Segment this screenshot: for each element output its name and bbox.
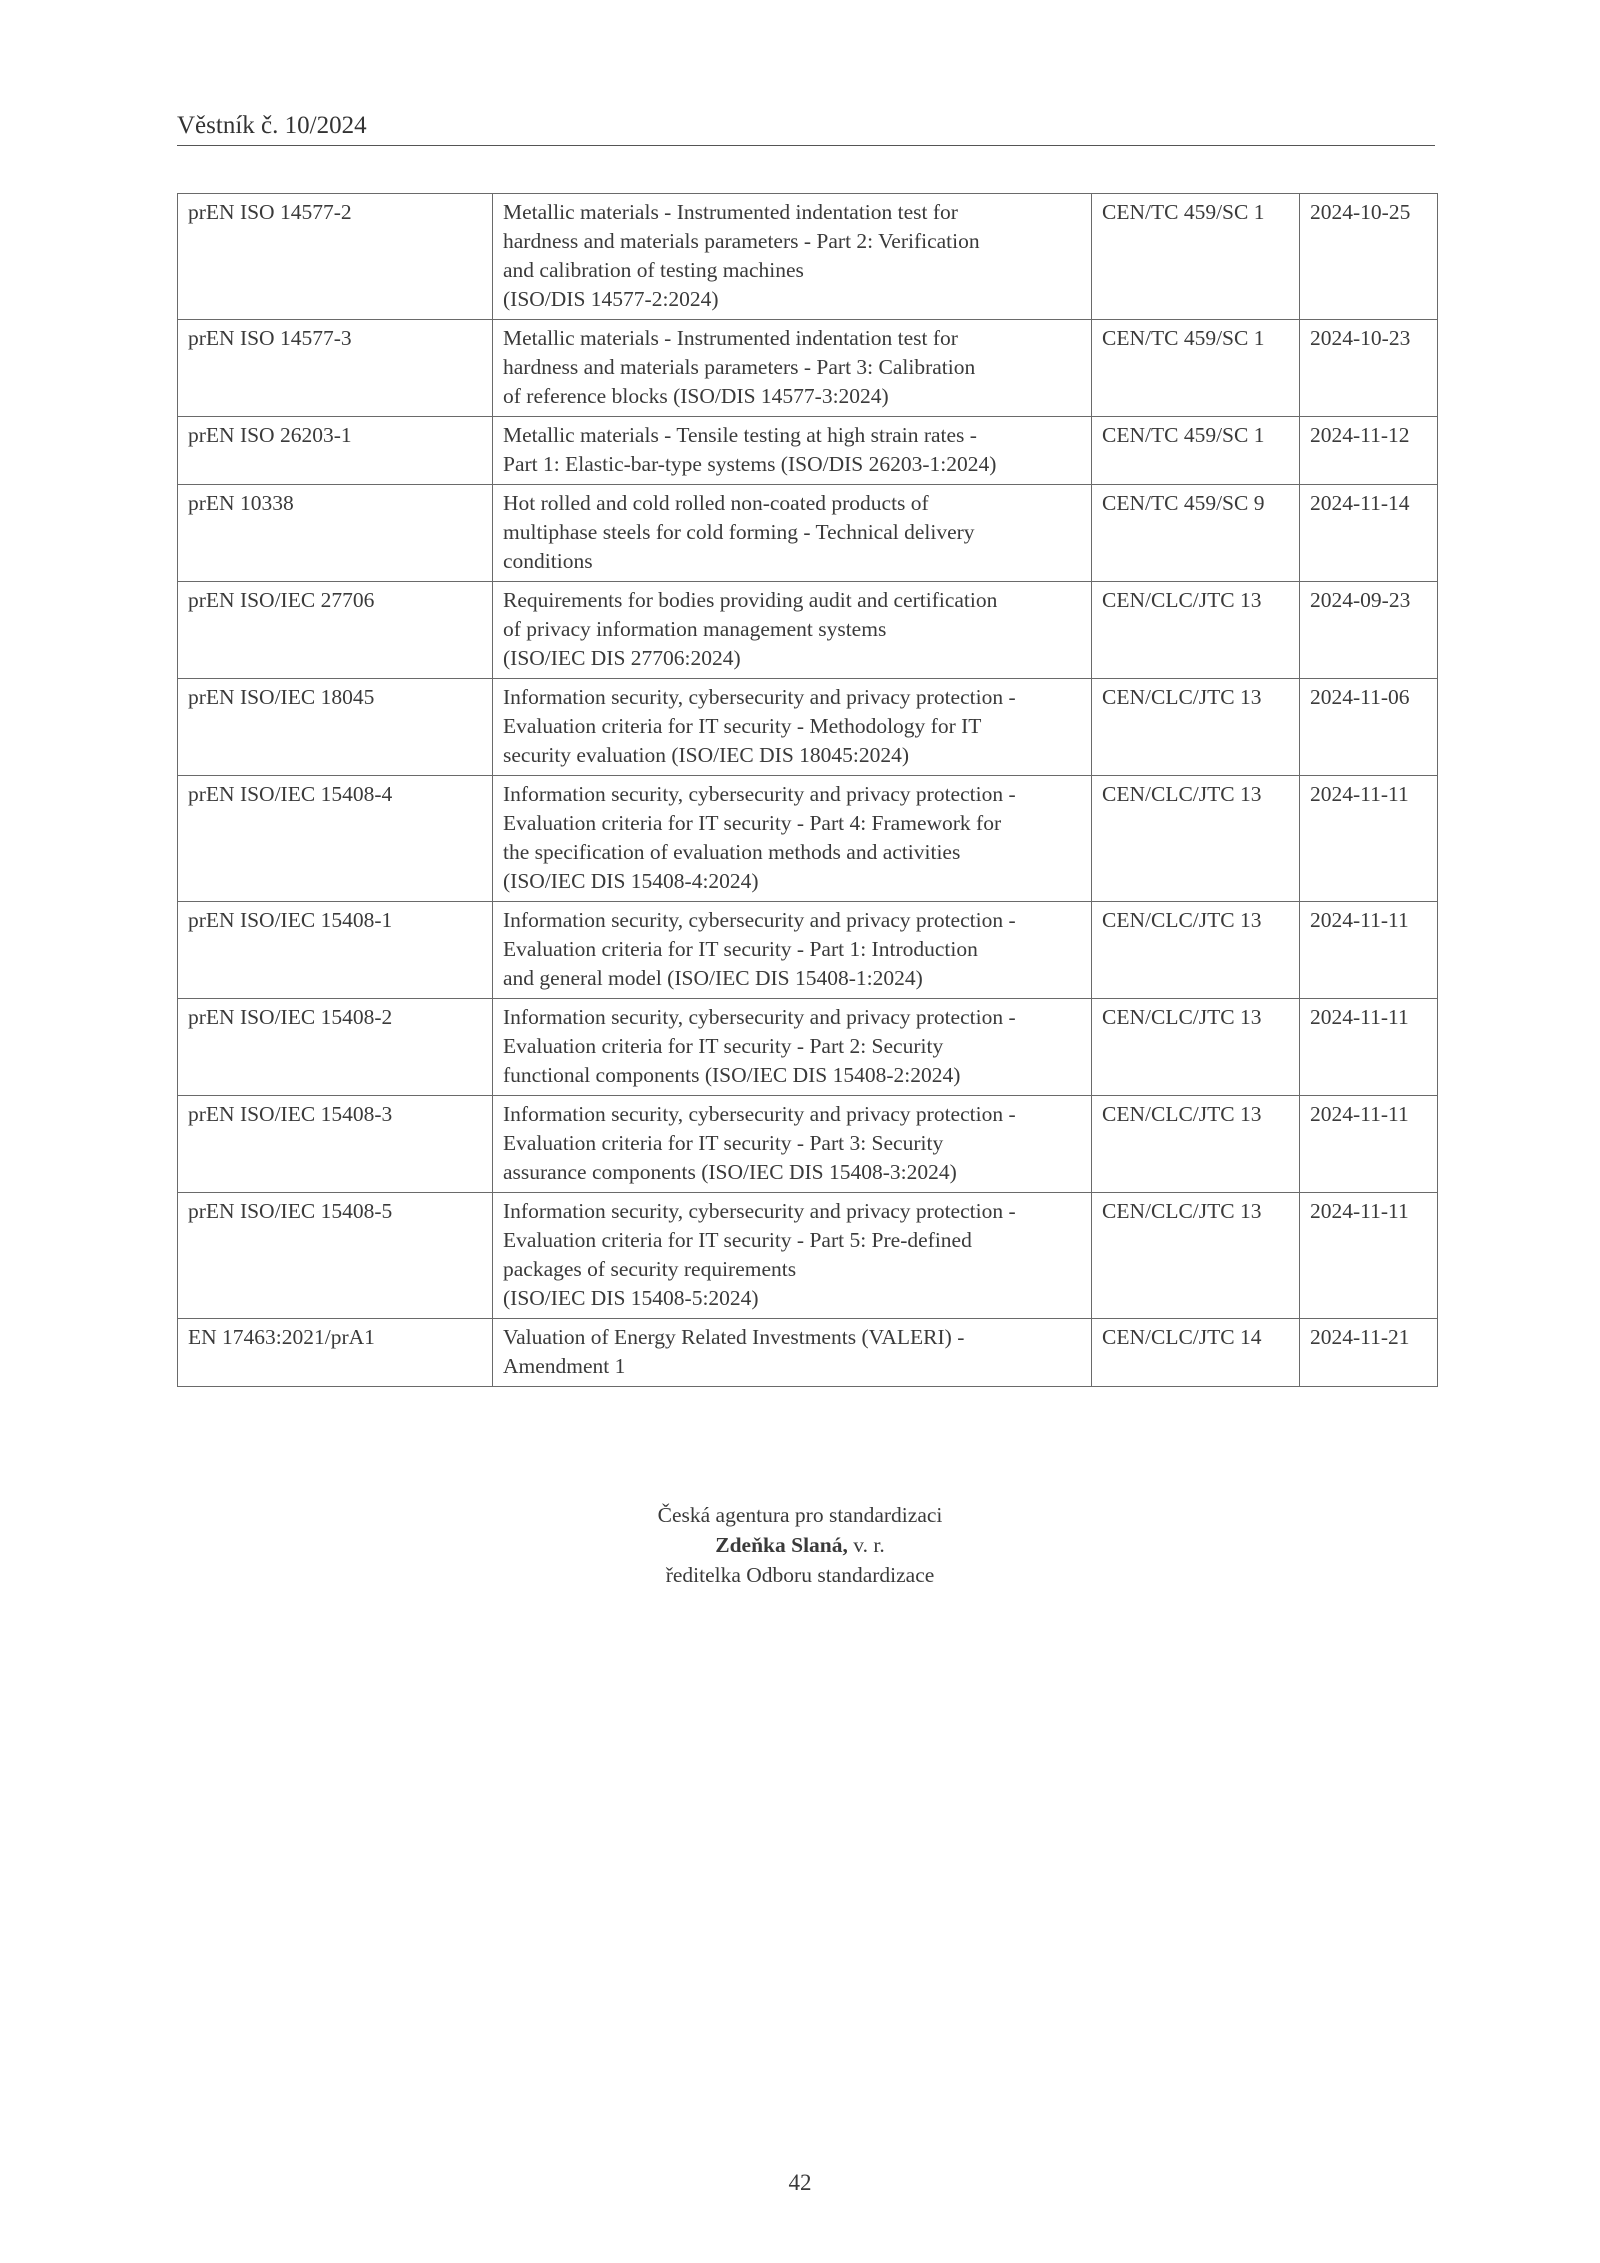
- title-line: Evaluation criteria for IT security - Methodology for IT: [503, 714, 982, 738]
- committee-cell: CEN/TC 459/SC 9: [1092, 485, 1300, 582]
- standards-table: [177, 193, 1438, 1387]
- standard-title-cell: [493, 679, 1092, 776]
- signatory-position: ředitelka Odboru standardizace: [665, 1563, 935, 1587]
- title-line: and general model (ISO/IEC DIS 15408-1:2024): [503, 966, 923, 990]
- standard-title-cell: [493, 582, 1092, 679]
- title-line: Evaluation criteria for IT security - Part 4: Framework for: [503, 811, 1002, 835]
- title-line: (ISO/IEC DIS 15408-4:2024): [503, 869, 759, 893]
- signatory-line: [0, 1530, 1600, 1560]
- title-line: assurance components (ISO/IEC DIS 15408-3:2024): [503, 1160, 957, 1184]
- title-line: Evaluation criteria for IT security - Part 2: Security: [503, 1034, 944, 1058]
- standard-code-cell: prEN ISO/IEC 15408-3: [178, 1096, 493, 1193]
- signature-block: [0, 1500, 1600, 1590]
- standard-title-cell: [493, 1319, 1092, 1387]
- title-line: Amendment 1: [503, 1354, 626, 1378]
- title-line: Metallic materials - Tensile testing at high strain rates -: [503, 423, 977, 447]
- standard-code-cell: prEN ISO 14577-3: [178, 320, 493, 417]
- date-cell: 2024-10-25: [1300, 194, 1438, 320]
- table-row: [178, 485, 1438, 582]
- date-cell: 2024-11-11: [1300, 776, 1438, 902]
- date-cell: 2024-11-11: [1300, 902, 1438, 999]
- standard-title-cell: [493, 999, 1092, 1096]
- title-line: Evaluation criteria for IT security - Part 1: Introduction: [503, 937, 978, 961]
- standard-title-cell: [493, 776, 1092, 902]
- title-line: of reference blocks (ISO/DIS 14577-3:2024): [503, 384, 889, 408]
- date-cell: 2024-09-23: [1300, 582, 1438, 679]
- signatory-suffix: v. r.: [847, 1533, 885, 1557]
- standard-code-cell: prEN ISO/IEC 27706: [178, 582, 493, 679]
- standard-code-cell: prEN ISO 14577-2: [178, 194, 493, 320]
- standard-code-cell: EN 17463:2021/prA1: [178, 1319, 493, 1387]
- standard-title-cell: [493, 902, 1092, 999]
- table-row: [178, 999, 1438, 1096]
- signatory-name: Zdeňka Slaná,: [715, 1533, 848, 1557]
- title-line: Part 1: Elastic-bar-type systems (ISO/DIS 26203-1:2024): [503, 452, 997, 476]
- table-row: [178, 679, 1438, 776]
- committee-cell: CEN/TC 459/SC 1: [1092, 320, 1300, 417]
- title-line: Requirements for bodies providing audit and certification: [503, 588, 998, 612]
- publication-title: Věstník č. 10/2024: [177, 112, 367, 139]
- title-line: Information security, cybersecurity and privacy protection -: [503, 1102, 1016, 1126]
- agency-name: Česká agentura pro standardizaci: [657, 1503, 943, 1527]
- table-row: [178, 1319, 1438, 1387]
- standard-code-cell: prEN ISO/IEC 18045: [178, 679, 493, 776]
- standard-title-cell: [493, 1096, 1092, 1193]
- date-cell: 2024-10-23: [1300, 320, 1438, 417]
- title-line: of privacy information management systems: [503, 617, 887, 641]
- standard-code-cell: prEN ISO/IEC 15408-1: [178, 902, 493, 999]
- title-line: conditions: [503, 549, 593, 573]
- committee-cell: CEN/CLC/JTC 13: [1092, 679, 1300, 776]
- title-line: hardness and materials parameters - Part 2: Verification: [503, 229, 980, 253]
- title-line: Information security, cybersecurity and privacy protection -: [503, 782, 1016, 806]
- title-line: Evaluation criteria for IT security - Part 5: Pre-defined: [503, 1228, 972, 1252]
- title-line: (ISO/IEC DIS 15408-5:2024): [503, 1286, 759, 1310]
- title-line: (ISO/IEC DIS 27706:2024): [503, 646, 741, 670]
- title-line: hardness and materials parameters - Part 3: Calibration: [503, 355, 976, 379]
- date-cell: 2024-11-11: [1300, 1096, 1438, 1193]
- page-number: 42: [788, 2170, 812, 2195]
- date-cell: 2024-11-11: [1300, 999, 1438, 1096]
- title-line: (ISO/DIS 14577-2:2024): [503, 287, 719, 311]
- committee-cell: CEN/CLC/JTC 13: [1092, 999, 1300, 1096]
- title-line: Metallic materials - Instrumented indentation test for: [503, 200, 958, 224]
- committee-cell: CEN/CLC/JTC 13: [1092, 902, 1300, 999]
- title-line: Information security, cybersecurity and privacy protection -: [503, 908, 1016, 932]
- table-row: [178, 194, 1438, 320]
- title-line: Information security, cybersecurity and privacy protection -: [503, 685, 1016, 709]
- standard-title-cell: [493, 194, 1092, 320]
- standard-title-cell: [493, 485, 1092, 582]
- title-line: Information security, cybersecurity and privacy protection -: [503, 1005, 1016, 1029]
- table-row: [178, 417, 1438, 485]
- standard-code-cell: prEN ISO/IEC 15408-2: [178, 999, 493, 1096]
- table-row: [178, 1096, 1438, 1193]
- title-line: and calibration of testing machines: [503, 258, 804, 282]
- table-row: [178, 320, 1438, 417]
- title-line: multiphase steels for cold forming - Technical delivery: [503, 520, 975, 544]
- standard-code-cell: prEN ISO/IEC 15408-5: [178, 1193, 493, 1319]
- committee-cell: CEN/CLC/JTC 13: [1092, 776, 1300, 902]
- committee-cell: CEN/CLC/JTC 13: [1092, 582, 1300, 679]
- table-row: [178, 902, 1438, 999]
- committee-cell: CEN/CLC/JTC 13: [1092, 1193, 1300, 1319]
- committee-cell: CEN/CLC/JTC 14: [1092, 1319, 1300, 1387]
- table-row: [178, 776, 1438, 902]
- standard-code-cell: prEN 10338: [178, 485, 493, 582]
- table-row: [178, 1193, 1438, 1319]
- title-line: Valuation of Energy Related Investments (VALERI) -: [503, 1325, 965, 1349]
- date-cell: 2024-11-12: [1300, 417, 1438, 485]
- committee-cell: CEN/TC 459/SC 1: [1092, 417, 1300, 485]
- standard-title-cell: [493, 417, 1092, 485]
- title-line: the specification of evaluation methods and activities: [503, 840, 961, 864]
- title-line: Metallic materials - Instrumented indentation test for: [503, 326, 958, 350]
- standard-code-cell: prEN ISO 26203-1: [178, 417, 493, 485]
- title-line: Information security, cybersecurity and privacy protection -: [503, 1199, 1016, 1223]
- date-cell: 2024-11-21: [1300, 1319, 1438, 1387]
- standards-table-body: [178, 194, 1438, 1387]
- title-line: Evaluation criteria for IT security - Part 3: Security: [503, 1131, 944, 1155]
- table-row: [178, 582, 1438, 679]
- header-rule: [177, 145, 1435, 146]
- title-line: packages of security requirements: [503, 1257, 797, 1281]
- standard-code-cell: prEN ISO/IEC 15408-4: [178, 776, 493, 902]
- title-line: functional components (ISO/IEC DIS 15408-2:2024): [503, 1063, 961, 1087]
- standard-title-cell: [493, 1193, 1092, 1319]
- committee-cell: CEN/TC 459/SC 1: [1092, 194, 1300, 320]
- date-cell: 2024-11-06: [1300, 679, 1438, 776]
- title-line: security evaluation (ISO/IEC DIS 18045:2024): [503, 743, 910, 767]
- date-cell: 2024-11-11: [1300, 1193, 1438, 1319]
- standard-title-cell: [493, 320, 1092, 417]
- committee-cell: CEN/CLC/JTC 13: [1092, 1096, 1300, 1193]
- date-cell: 2024-11-14: [1300, 485, 1438, 582]
- title-line: Hot rolled and cold rolled non-coated products of: [503, 491, 929, 515]
